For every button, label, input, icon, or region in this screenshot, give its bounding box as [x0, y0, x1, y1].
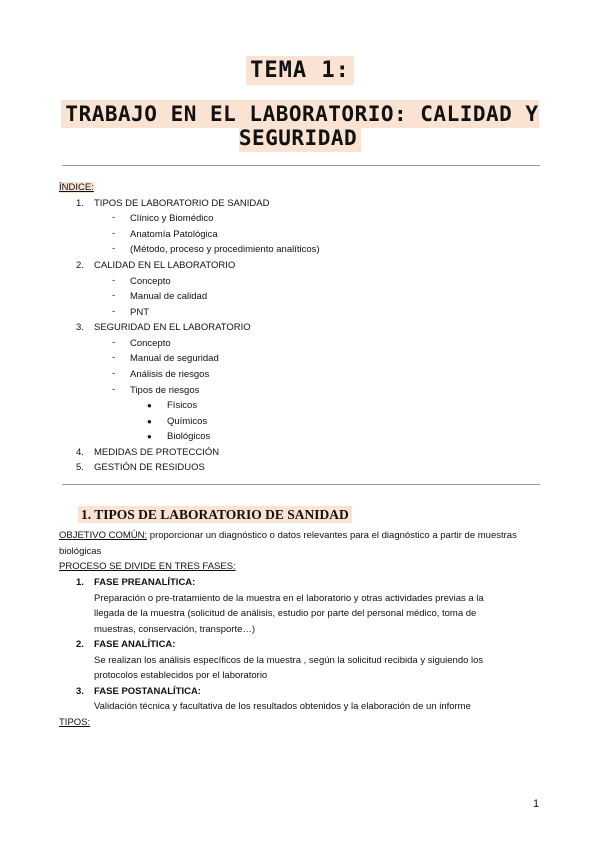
fase-text: protocolos establecidos por el laboratorio — [94, 670, 268, 681]
index-subitem: PNT — [130, 307, 149, 318]
risk-item: Físicos — [167, 400, 198, 411]
fase-text: Se realizan los análisis específicos de la muestra , según la solicitud recibida y siguiendo los — [94, 655, 484, 666]
objetivo-line: OBJETIVO COMÚN: proporcionar un diagnóstico o datos relevantes para el diagnóstico a partir de muestras — [59, 530, 517, 541]
bullet-icon: ● — [147, 401, 152, 410]
proceso-label: PROCESO SE DIVIDE EN TRES FASES: — [59, 561, 236, 572]
index-subitem: Concepto — [130, 276, 171, 287]
title-line-2: TRABAJO EN EL LABORATORIO: CALIDAD Y SEGURIDAD — [0, 102, 600, 150]
fase-title: 3. FASE POSTANALÍTICA: — [76, 686, 201, 697]
index-subitem: Tipos de riesgos — [130, 385, 200, 396]
fase-text: llegada de la muestra (solicitud de análisis, estudio por parte del personal médico, toma de — [94, 608, 477, 619]
divider — [62, 165, 540, 166]
index-item: 4. MEDIDAS DE PROTECCIÓN — [76, 447, 220, 458]
dash: - — [112, 228, 116, 239]
index-item: 1. TIPOS DE LABORATORIO DE SANIDAD — [76, 198, 270, 209]
fase-title: 1. FASE PREANALÍTICA: — [76, 577, 196, 588]
title-line-1: TEMA 1: — [0, 58, 600, 83]
risk-item: Químicos — [167, 416, 208, 427]
index-subitem: Análisis de riesgos — [130, 369, 210, 380]
dash: - — [112, 337, 116, 348]
dash: - — [112, 290, 116, 301]
dash: - — [112, 306, 116, 317]
index-subitem: (Método, proceso y procedimiento analíticos) — [130, 244, 320, 255]
index-label: ÍNDICE: — [59, 182, 94, 193]
dash: - — [112, 352, 116, 363]
dash: - — [112, 243, 116, 254]
index-subitem: Clínico y Biomédico — [130, 213, 214, 224]
bullet-icon: ● — [147, 432, 152, 441]
page-number: 1 — [533, 798, 540, 810]
index-subitem: Manual de seguridad — [130, 353, 219, 364]
index-item: 2. CALIDAD EN EL LABORATORIO — [76, 260, 236, 271]
dash: - — [112, 212, 116, 223]
dash: - — [112, 275, 116, 286]
index-subitem: Anatomía Patológica — [130, 229, 218, 240]
index-item: 3. SEGURIDAD EN EL LABORATORIO — [76, 322, 251, 333]
fase-title: 2. FASE ANALÍTICA: — [76, 639, 176, 650]
tipos-label: TIPOS: — [59, 717, 91, 728]
fase-text: muestras, conservación, transporte…) — [94, 624, 256, 635]
risk-item: Biológicos — [167, 431, 211, 442]
index-subitem: Manual de calidad — [130, 291, 208, 302]
index-subitem: Concepto — [130, 338, 171, 349]
objetivo-line-2: biológicas — [59, 546, 102, 557]
fase-text: Validación técnica y facultativa de los resultados obtenidos y la elaboración de un informe — [94, 701, 471, 712]
dash: - — [112, 384, 116, 395]
index-item: 5. GESTIÓN DE RESIDUOS — [76, 462, 205, 473]
dash: - — [112, 368, 116, 379]
bullet-icon: ● — [147, 417, 152, 426]
fase-text: Preparación o pre-tratamiento de la muestra en el laboratorio y otras actividades previas a la — [94, 593, 484, 604]
divider — [62, 484, 540, 485]
section-heading: 1. TIPOS DE LABORATORIO DE SANIDAD — [78, 507, 352, 523]
